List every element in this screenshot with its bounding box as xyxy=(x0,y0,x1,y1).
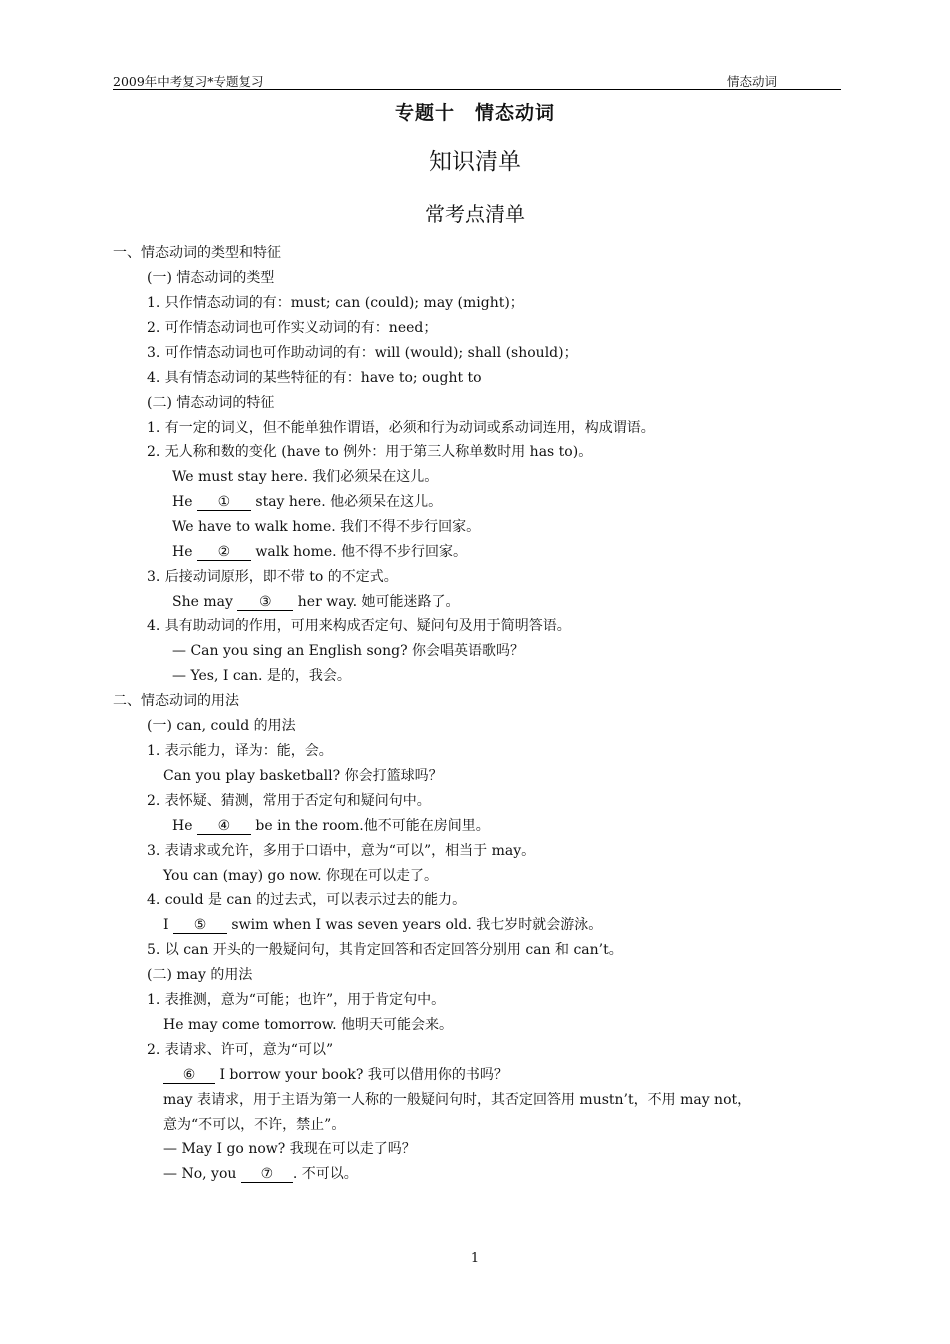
header-right: 情态动词 xyxy=(726,74,777,89)
line-text-before: He xyxy=(172,544,197,560)
line-text-after: . 不可以。 xyxy=(292,1166,358,1182)
line-text-after: swim when I was seven years old. 我七岁时就会游泳。 xyxy=(226,917,603,933)
text-line: 5. 以 can 开头的一般疑问句，其肯定回答和否定回答分别用 can 和 can’t。 xyxy=(147,942,623,958)
text-line: 3. 表请求或允许，多用于口语中，意为“可以”，相当于 may。 xyxy=(147,843,536,859)
blank-field[interactable]: ⑤ xyxy=(173,918,227,934)
text-line xyxy=(172,817,490,835)
text-line: 1. 表示能力，译为：能，会。 xyxy=(147,743,333,759)
text-line: 4. could 是 can 的过去式，可以表示过去的能力。 xyxy=(147,892,467,908)
page-number: 1 xyxy=(470,1251,480,1266)
line-text-before: He xyxy=(172,818,197,834)
blank-field[interactable]: ⑥ xyxy=(163,1068,215,1084)
text-line: 3. 可作情态动词也可作助动词的有：will (would); shall (should)； xyxy=(147,345,578,361)
text-line: 意为“不可以，不许，禁止”。 xyxy=(163,1117,346,1133)
text-line xyxy=(163,1066,508,1084)
text-line: 2. 表请求、许可，意为“可以” xyxy=(147,1042,334,1058)
text-line: 2. 表怀疑、猜测，常用于否定句和疑问句中。 xyxy=(147,793,431,809)
blank-field[interactable]: ③ xyxy=(237,595,293,611)
text-line: 二、情态动词的用法 xyxy=(113,693,239,709)
text-line: (一) 情态动词的类型 xyxy=(147,270,275,286)
text-line: 1. 只作情态动词的有：must; can (could); may (might)； xyxy=(147,295,524,311)
line-text-after: be in the room.他不可能在房间里。 xyxy=(250,818,490,834)
text-line: (一) can, could 的用法 xyxy=(147,718,296,734)
text-line: 2. 无人称和数的变化 (have to 例外：用于第三人称单数时用 has to)。 xyxy=(147,444,593,460)
text-line: — Yes, I can. 是的，我会。 xyxy=(172,668,351,684)
line-text-before: — No, you xyxy=(163,1166,241,1182)
text-line xyxy=(163,916,602,934)
text-line: 2. 可作情态动词也可作实义动词的有：need； xyxy=(147,320,438,336)
text-line: We have to walk home. 我们不得不步行回家。 xyxy=(172,519,481,535)
text-line: 4. 具有情态动词的某些特征的有：have to; ought to xyxy=(147,370,482,386)
text-line: He may come tomorrow. 他明天可能会来。 xyxy=(163,1017,454,1033)
line-text-before: He xyxy=(172,494,197,510)
blank-field[interactable]: ⑦ xyxy=(241,1167,293,1183)
main-title: 知识清单 xyxy=(429,149,521,175)
text-line: — May I go now? 我现在可以走了吗？ xyxy=(163,1141,416,1157)
text-line: may 表请求，用于主语为第一人称的一般疑问句时，其否定回答用 mustn’t，不用 may not， xyxy=(163,1092,752,1108)
topic-title: 专题十 情态动词 xyxy=(394,102,555,124)
text-line: (二) 情态动词的特征 xyxy=(147,395,275,411)
text-line xyxy=(172,493,442,511)
text-line: (二) may 的用法 xyxy=(147,967,253,983)
line-text-after: I borrow your book? 我可以借用你的书吗？ xyxy=(215,1067,508,1083)
text-line: You can (may) go now. 你现在可以走了。 xyxy=(163,868,438,884)
header-left: 2009年中考复习*专题复习 xyxy=(113,74,264,89)
text-line xyxy=(172,593,460,611)
blank-field[interactable]: ① xyxy=(197,495,251,511)
text-line: We must stay here. 我们必须呆在这儿。 xyxy=(172,469,439,485)
line-text-after: stay here. 他必须呆在这儿。 xyxy=(250,494,443,510)
text-line: 1. 有一定的词义，但不能单独作谓语，必须和行为动词或系动词连用，构成谓语。 xyxy=(147,420,655,436)
line-text-after: her way. 她可能迷路了。 xyxy=(293,594,460,610)
text-line xyxy=(172,543,467,561)
blank-field[interactable]: ② xyxy=(197,545,251,561)
text-line xyxy=(163,1165,358,1183)
line-text-after: walk home. 他不得不步行回家。 xyxy=(250,544,468,560)
text-line: 一、情态动词的类型和特征 xyxy=(113,245,281,261)
blank-field[interactable]: ④ xyxy=(197,819,251,835)
text-line: 3. 后接动词原形，即不带 to 的不定式。 xyxy=(147,569,398,585)
text-line: Can you play basketball? 你会打篮球吗？ xyxy=(163,768,443,784)
text-line: 1. 表推测，意为“可能；也许”，用于肯定句中。 xyxy=(147,992,446,1008)
text-line: 4. 具有助动词的作用，可用来构成否定句、疑问句及用于简明答语。 xyxy=(147,618,571,634)
line-text-before: I xyxy=(163,917,173,933)
page-header xyxy=(113,72,841,90)
sub-title: 常考点清单 xyxy=(425,202,525,226)
line-text-before: She may xyxy=(172,594,238,610)
text-line: — Can you sing an English song? 你会唱英语歌吗？ xyxy=(172,643,525,659)
